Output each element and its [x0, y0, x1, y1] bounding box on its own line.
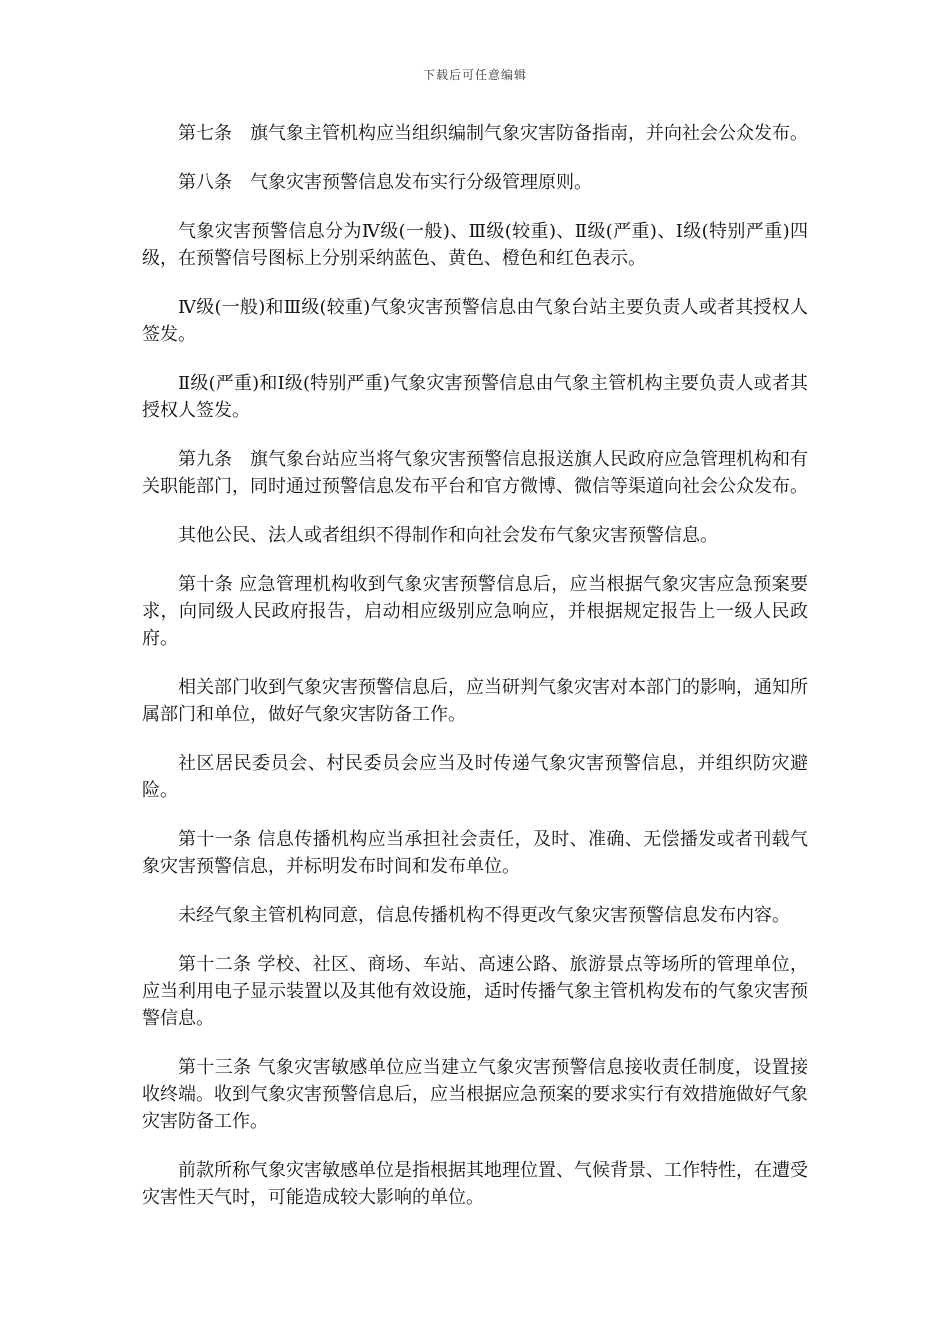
- paragraph-article-8: 第八条 气象灾害预警信息发布实行分级管理原则。: [178, 172, 592, 193]
- paragraph-level-4-3-signoff: Ⅳ级(一般)和Ⅲ级(较重)气象灾害预警信息由气象台站主要负责人或者其授权人签发。: [142, 297, 808, 345]
- paragraph-committees: 社区居民委员会、村民委员会应当及时传递气象灾害预警信息，并组织防灾避险。: [142, 753, 808, 801]
- paragraph-article-9: 第九条 旗气象台站应当将气象灾害预警信息报送旗人民政府应急管理机构和有关职能部门，同时通过预警信息发布平台和官方微博、微信等渠道向社会公众发布。: [142, 449, 808, 497]
- page-header: 下载后可任意编辑: [422, 68, 527, 82]
- document-body: [142, 120, 808, 1233]
- paragraph-sensitive-units: 前款所称气象灾害敏感单位是指根据其地理位置、气候背景、工作特性，在遭受灾害性天气时，可能造成较大影响的单位。: [142, 1160, 808, 1208]
- paragraph-article-7: 第七条 旗气象主管机构应当组织编制气象灾害防备指南，并向社会公众发布。: [178, 123, 808, 144]
- paragraph-departments: 相关部门收到气象灾害预警信息后，应当研判气象灾害对本部门的影响，通知所属部门和单位，做好气象灾害防备工作。: [142, 677, 808, 725]
- paragraph-warning-levels: 气象灾害预警信息分为Ⅳ级(一般)、Ⅲ级(较重)、Ⅱ级(严重)、Ⅰ级(特别严重)四级，在预警信号图标上分别采纳蓝色、黄色、橙色和红色表示。: [142, 221, 808, 269]
- paragraph-article-13: 第十三条 气象灾害敏感单位应当建立气象灾害预警信息接收责任制度，设置接收终端。收到气象灾害预警信息后，应当根据应急预案的要求实行有效措施做好气象灾害防备工作。: [142, 1057, 808, 1132]
- paragraph-article-10: 第十条 应急管理机构收到气象灾害预警信息后，应当根据气象灾害应急预案要求，向同级人民政府报告，启动相应级别应急响应，并根据规定报告上一级人民政府。: [142, 574, 808, 649]
- paragraph-article-11: 第十一条 信息传播机构应当承担社会责任，及时、准确、无偿播发或者刊载气象灾害预警信息，并标明发布时间和发布单位。: [142, 829, 808, 877]
- paragraph-prohibition: 其他公民、法人或者组织不得制作和向社会发布气象灾害预警信息。: [178, 525, 718, 546]
- paragraph-article-12: 第十二条 学校、社区、商场、车站、高速公路、旅游景点等场所的管理单位，应当利用电子显示装置以及其他有效设施，适时传播气象主管机构发布的气象灾害预警信息。: [142, 954, 808, 1029]
- paragraph-no-alteration: 未经气象主管机构同意，信息传播机构不得更改气象灾害预警信息发布内容。: [178, 905, 790, 926]
- paragraph-level-2-1-signoff: Ⅱ级(严重)和Ⅰ级(特别严重)气象灾害预警信息由气象主管机构主要负责人或者其授权人签发。: [142, 373, 808, 421]
